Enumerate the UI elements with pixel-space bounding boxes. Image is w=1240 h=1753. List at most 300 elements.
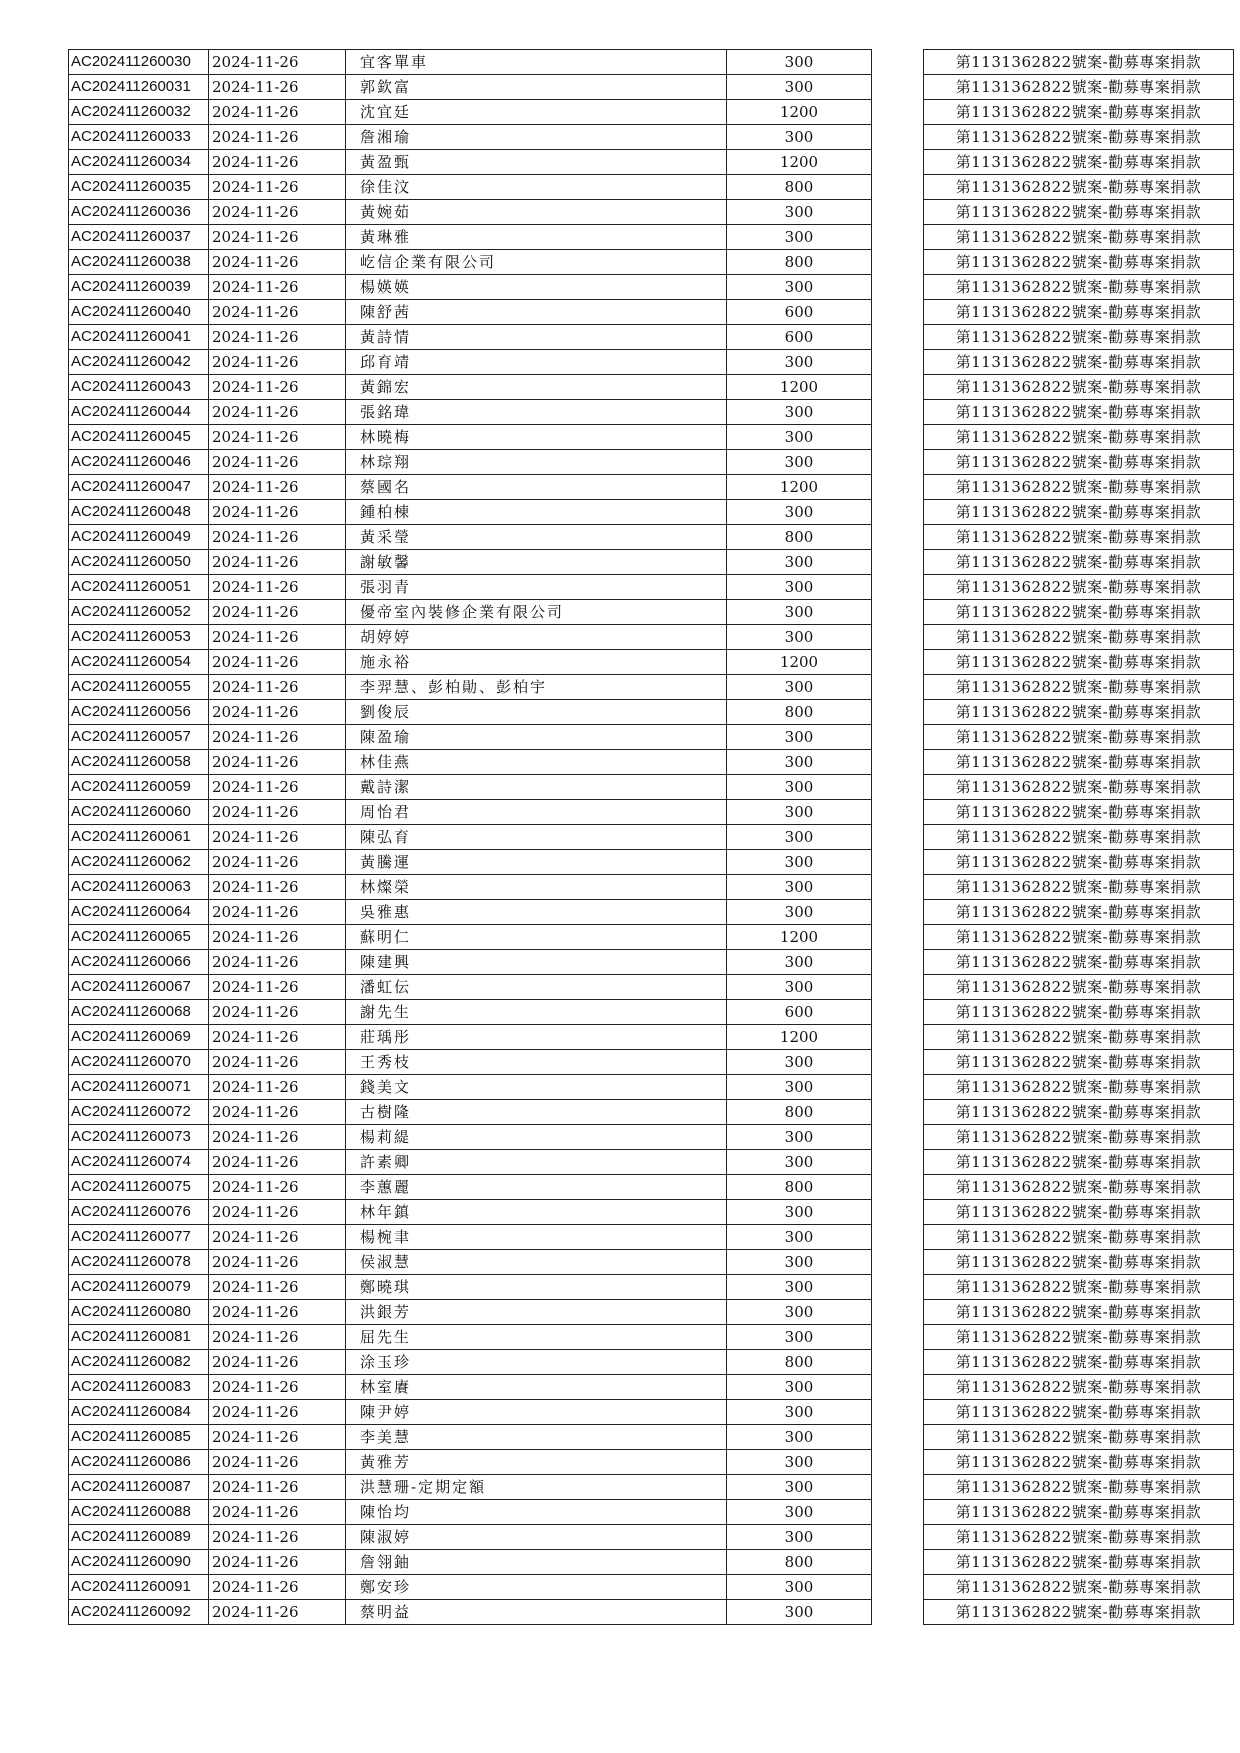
table-row (69, 800, 1234, 825)
date-cell: 2024-11-26 (209, 1250, 346, 1275)
donor-name-cell: 蘇明仁 (346, 925, 727, 950)
date-cell: 2024-11-26 (209, 150, 346, 175)
amount-cell: 300 (727, 400, 872, 425)
date-cell: 2024-11-26 (209, 1325, 346, 1350)
date-cell: 2024-11-26 (209, 225, 346, 250)
date-cell: 2024-11-26 (209, 350, 346, 375)
date-cell: 2024-11-26 (209, 400, 346, 425)
table-row (69, 525, 1234, 550)
spacer-cell (872, 225, 924, 250)
purpose-cell: 第1131362822號案-勸募專案捐款 (924, 50, 1234, 75)
receipt-id-cell: AC202411260037 (69, 225, 209, 250)
amount-cell: 1200 (727, 1025, 872, 1050)
spacer-cell (872, 1450, 924, 1475)
purpose-cell: 第1131362822號案-勸募專案捐款 (924, 250, 1234, 275)
date-cell: 2024-11-26 (209, 625, 346, 650)
donor-name-cell: 陳尹婷 (346, 1400, 727, 1425)
table-row (69, 1025, 1234, 1050)
amount-cell: 300 (727, 1325, 872, 1350)
table-row (69, 1200, 1234, 1225)
amount-cell: 300 (727, 550, 872, 575)
table-row (69, 1275, 1234, 1300)
purpose-cell: 第1131362822號案-勸募專案捐款 (924, 400, 1234, 425)
donor-name-cell: 胡婷婷 (346, 625, 727, 650)
donor-name-cell: 陳建興 (346, 950, 727, 975)
table-row (69, 1150, 1234, 1175)
receipt-id-cell: AC202411260044 (69, 400, 209, 425)
table-row (69, 100, 1234, 125)
date-cell: 2024-11-26 (209, 1075, 346, 1100)
donor-name-cell: 劉俊辰 (346, 700, 727, 725)
receipt-id-cell: AC202411260056 (69, 700, 209, 725)
date-cell: 2024-11-26 (209, 275, 346, 300)
spacer-cell (872, 1375, 924, 1400)
spacer-cell (872, 800, 924, 825)
receipt-id-cell: AC202411260073 (69, 1125, 209, 1150)
receipt-id-cell: AC202411260083 (69, 1375, 209, 1400)
receipt-id-cell: AC202411260066 (69, 950, 209, 975)
donor-name-cell: 林年鎮 (346, 1200, 727, 1225)
date-cell: 2024-11-26 (209, 775, 346, 800)
date-cell: 2024-11-26 (209, 1175, 346, 1200)
date-cell: 2024-11-26 (209, 1150, 346, 1175)
table-row (69, 1600, 1234, 1625)
amount-cell: 300 (727, 1200, 872, 1225)
receipt-id-cell: AC202411260061 (69, 825, 209, 850)
receipt-id-cell: AC202411260033 (69, 125, 209, 150)
donor-name-cell: 張羽青 (346, 575, 727, 600)
date-cell: 2024-11-26 (209, 1200, 346, 1225)
amount-cell: 300 (727, 200, 872, 225)
purpose-cell: 第1131362822號案-勸募專案捐款 (924, 700, 1234, 725)
spacer-cell (872, 1425, 924, 1450)
date-cell: 2024-11-26 (209, 300, 346, 325)
table-row (69, 50, 1234, 75)
amount-cell: 300 (727, 950, 872, 975)
amount-cell: 600 (727, 1000, 872, 1025)
date-cell: 2024-11-26 (209, 1275, 346, 1300)
spacer-cell (872, 950, 924, 975)
table-row (69, 150, 1234, 175)
spacer-cell (872, 200, 924, 225)
purpose-cell: 第1131362822號案-勸募專案捐款 (924, 300, 1234, 325)
amount-cell: 300 (727, 1525, 872, 1550)
amount-cell: 300 (727, 1275, 872, 1300)
table-row (69, 175, 1234, 200)
table-row (69, 1225, 1234, 1250)
table-row (69, 275, 1234, 300)
amount-cell: 300 (727, 1400, 872, 1425)
spacer-cell (872, 1500, 924, 1525)
table-row (69, 1400, 1234, 1425)
receipt-id-cell: AC202411260035 (69, 175, 209, 200)
receipt-id-cell: AC202411260052 (69, 600, 209, 625)
purpose-cell: 第1131362822號案-勸募專案捐款 (924, 500, 1234, 525)
table-row (69, 1175, 1234, 1200)
date-cell: 2024-11-26 (209, 725, 346, 750)
table-row (69, 650, 1234, 675)
amount-cell: 300 (727, 450, 872, 475)
amount-cell: 300 (727, 275, 872, 300)
purpose-cell: 第1131362822號案-勸募專案捐款 (924, 1250, 1234, 1275)
donor-name-cell: 陳弘育 (346, 825, 727, 850)
table-row (69, 450, 1234, 475)
purpose-cell: 第1131362822號案-勸募專案捐款 (924, 900, 1234, 925)
purpose-cell: 第1131362822號案-勸募專案捐款 (924, 1225, 1234, 1250)
table-row (69, 550, 1234, 575)
purpose-cell: 第1131362822號案-勸募專案捐款 (924, 425, 1234, 450)
date-cell: 2024-11-26 (209, 750, 346, 775)
purpose-cell: 第1131362822號案-勸募專案捐款 (924, 1400, 1234, 1425)
table-row (69, 1050, 1234, 1075)
receipt-id-cell: AC202411260051 (69, 575, 209, 600)
spacer-cell (872, 975, 924, 1000)
spacer-cell (872, 725, 924, 750)
receipt-id-cell: AC202411260090 (69, 1550, 209, 1575)
purpose-cell: 第1131362822號案-勸募專案捐款 (924, 1500, 1234, 1525)
date-cell: 2024-11-26 (209, 50, 346, 75)
table-row (69, 250, 1234, 275)
purpose-cell: 第1131362822號案-勸募專案捐款 (924, 1100, 1234, 1125)
purpose-cell: 第1131362822號案-勸募專案捐款 (924, 675, 1234, 700)
spacer-cell (872, 625, 924, 650)
donor-name-cell: 屹信企業有限公司 (346, 250, 727, 275)
donor-name-cell: 邱育靖 (346, 350, 727, 375)
donor-name-cell: 陳淑婷 (346, 1525, 727, 1550)
receipt-id-cell: AC202411260060 (69, 800, 209, 825)
receipt-id-cell: AC202411260053 (69, 625, 209, 650)
spacer-cell (872, 1350, 924, 1375)
date-cell: 2024-11-26 (209, 875, 346, 900)
donor-name-cell: 鍾柏棟 (346, 500, 727, 525)
spacer-cell (872, 775, 924, 800)
table-row (69, 725, 1234, 750)
spacer-cell (872, 600, 924, 625)
table-row (69, 1300, 1234, 1325)
amount-cell: 300 (727, 625, 872, 650)
table-row (69, 350, 1234, 375)
amount-cell: 300 (727, 425, 872, 450)
spacer-cell (872, 1550, 924, 1575)
date-cell: 2024-11-26 (209, 200, 346, 225)
receipt-id-cell: AC202411260063 (69, 875, 209, 900)
amount-cell: 300 (727, 1425, 872, 1450)
donor-name-cell: 許素卿 (346, 1150, 727, 1175)
table-row (69, 75, 1234, 100)
date-cell: 2024-11-26 (209, 375, 346, 400)
date-cell: 2024-11-26 (209, 550, 346, 575)
receipt-id-cell: AC202411260057 (69, 725, 209, 750)
purpose-cell: 第1131362822號案-勸募專案捐款 (924, 625, 1234, 650)
date-cell: 2024-11-26 (209, 700, 346, 725)
purpose-cell: 第1131362822號案-勸募專案捐款 (924, 125, 1234, 150)
donor-name-cell: 詹湘瑜 (346, 125, 727, 150)
receipt-id-cell: AC202411260088 (69, 1500, 209, 1525)
spacer-cell (872, 825, 924, 850)
purpose-cell: 第1131362822號案-勸募專案捐款 (924, 75, 1234, 100)
receipt-id-cell: AC202411260046 (69, 450, 209, 475)
date-cell: 2024-11-26 (209, 600, 346, 625)
purpose-cell: 第1131362822號案-勸募專案捐款 (924, 1300, 1234, 1325)
receipt-id-cell: AC202411260080 (69, 1300, 209, 1325)
receipt-id-cell: AC202411260055 (69, 675, 209, 700)
spacer-cell (872, 675, 924, 700)
purpose-cell: 第1131362822號案-勸募專案捐款 (924, 1575, 1234, 1600)
donor-name-cell: 黃琳雅 (346, 225, 727, 250)
amount-cell: 300 (727, 500, 872, 525)
purpose-cell: 第1131362822號案-勸募專案捐款 (924, 1025, 1234, 1050)
purpose-cell: 第1131362822號案-勸募專案捐款 (924, 1125, 1234, 1150)
amount-cell: 300 (727, 1225, 872, 1250)
date-cell: 2024-11-26 (209, 1225, 346, 1250)
amount-cell: 300 (727, 1075, 872, 1100)
amount-cell: 1200 (727, 650, 872, 675)
purpose-cell: 第1131362822號案-勸募專案捐款 (924, 550, 1234, 575)
date-cell: 2024-11-26 (209, 1425, 346, 1450)
donor-name-cell: 王秀枝 (346, 1050, 727, 1075)
amount-cell: 300 (727, 850, 872, 875)
donor-name-cell: 林燦榮 (346, 875, 727, 900)
donor-name-cell: 黃錦宏 (346, 375, 727, 400)
donor-name-cell: 洪銀芳 (346, 1300, 727, 1325)
donor-name-cell: 林琮翔 (346, 450, 727, 475)
purpose-cell: 第1131362822號案-勸募專案捐款 (924, 1150, 1234, 1175)
donor-name-cell: 蔡國名 (346, 475, 727, 500)
donor-name-cell: 楊椀聿 (346, 1225, 727, 1250)
date-cell: 2024-11-26 (209, 1375, 346, 1400)
purpose-cell: 第1131362822號案-勸募專案捐款 (924, 1425, 1234, 1450)
date-cell: 2024-11-26 (209, 325, 346, 350)
purpose-cell: 第1131362822號案-勸募專案捐款 (924, 525, 1234, 550)
table-row (69, 1075, 1234, 1100)
donor-name-cell: 鄭曉琪 (346, 1275, 727, 1300)
donor-name-cell: 陳舒茜 (346, 300, 727, 325)
spacer-cell (872, 1325, 924, 1350)
table-row (69, 950, 1234, 975)
table-row (69, 900, 1234, 925)
receipt-id-cell: AC202411260030 (69, 50, 209, 75)
date-cell: 2024-11-26 (209, 1025, 346, 1050)
table-row (69, 225, 1234, 250)
donor-name-cell: 李蕙麗 (346, 1175, 727, 1200)
donor-name-cell: 黃婉茹 (346, 200, 727, 225)
amount-cell: 300 (727, 975, 872, 1000)
amount-cell: 300 (727, 725, 872, 750)
donation-table-body (69, 50, 1234, 1625)
table-row (69, 975, 1234, 1000)
purpose-cell: 第1131362822號案-勸募專案捐款 (924, 200, 1234, 225)
donor-name-cell: 潘虹伝 (346, 975, 727, 1000)
receipt-id-cell: AC202411260040 (69, 300, 209, 325)
donor-name-cell: 楊莉緹 (346, 1125, 727, 1150)
spacer-cell (872, 1050, 924, 1075)
purpose-cell: 第1131362822號案-勸募專案捐款 (924, 875, 1234, 900)
receipt-id-cell: AC202411260042 (69, 350, 209, 375)
receipt-id-cell: AC202411260092 (69, 1600, 209, 1625)
table-row (69, 475, 1234, 500)
spacer-cell (872, 850, 924, 875)
date-cell: 2024-11-26 (209, 175, 346, 200)
amount-cell: 300 (727, 1375, 872, 1400)
spacer-cell (872, 475, 924, 500)
date-cell: 2024-11-26 (209, 1000, 346, 1025)
donor-name-cell: 涂玉珍 (346, 1350, 727, 1375)
table-row (69, 1450, 1234, 1475)
spacer-cell (872, 1300, 924, 1325)
purpose-cell: 第1131362822號案-勸募專案捐款 (924, 575, 1234, 600)
receipt-id-cell: AC202411260059 (69, 775, 209, 800)
date-cell: 2024-11-26 (209, 575, 346, 600)
amount-cell: 300 (727, 875, 872, 900)
donor-name-cell: 陳盈瑜 (346, 725, 727, 750)
table-row (69, 325, 1234, 350)
date-cell: 2024-11-26 (209, 1125, 346, 1150)
amount-cell: 800 (727, 1100, 872, 1125)
donor-name-cell: 洪慧珊-定期定額 (346, 1475, 727, 1500)
spacer-cell (872, 1475, 924, 1500)
purpose-cell: 第1131362822號案-勸募專案捐款 (924, 1200, 1234, 1225)
date-cell: 2024-11-26 (209, 1100, 346, 1125)
spacer-cell (872, 375, 924, 400)
receipt-id-cell: AC202411260084 (69, 1400, 209, 1425)
donor-name-cell: 屈先生 (346, 1325, 727, 1350)
date-cell: 2024-11-26 (209, 75, 346, 100)
date-cell: 2024-11-26 (209, 125, 346, 150)
table-row (69, 200, 1234, 225)
donor-name-cell: 謝先生 (346, 1000, 727, 1025)
table-row (69, 1100, 1234, 1125)
date-cell: 2024-11-26 (209, 650, 346, 675)
receipt-id-cell: AC202411260069 (69, 1025, 209, 1050)
date-cell: 2024-11-26 (209, 825, 346, 850)
purpose-cell: 第1131362822號案-勸募專案捐款 (924, 600, 1234, 625)
receipt-id-cell: AC202411260068 (69, 1000, 209, 1025)
donation-table (68, 49, 1234, 1625)
receipt-id-cell: AC202411260072 (69, 1100, 209, 1125)
receipt-id-cell: AC202411260050 (69, 550, 209, 575)
purpose-cell: 第1131362822號案-勸募專案捐款 (924, 1350, 1234, 1375)
receipt-id-cell: AC202411260043 (69, 375, 209, 400)
spacer-cell (872, 1100, 924, 1125)
receipt-id-cell: AC202411260036 (69, 200, 209, 225)
receipt-id-cell: AC202411260081 (69, 1325, 209, 1350)
table-row (69, 1000, 1234, 1025)
spacer-cell (872, 650, 924, 675)
purpose-cell: 第1131362822號案-勸募專案捐款 (924, 1275, 1234, 1300)
donor-name-cell: 黃采瑩 (346, 525, 727, 550)
purpose-cell: 第1131362822號案-勸募專案捐款 (924, 150, 1234, 175)
spacer-cell (872, 325, 924, 350)
donor-name-cell: 黃詩情 (346, 325, 727, 350)
table-row (69, 1125, 1234, 1150)
receipt-id-cell: AC202411260054 (69, 650, 209, 675)
purpose-cell: 第1131362822號案-勸募專案捐款 (924, 225, 1234, 250)
receipt-id-cell: AC202411260074 (69, 1150, 209, 1175)
purpose-cell: 第1131362822號案-勸募專案捐款 (924, 1075, 1234, 1100)
amount-cell: 300 (727, 1150, 872, 1175)
purpose-cell: 第1131362822號案-勸募專案捐款 (924, 1325, 1234, 1350)
table-row (69, 1475, 1234, 1500)
date-cell: 2024-11-26 (209, 250, 346, 275)
purpose-cell: 第1131362822號案-勸募專案捐款 (924, 1550, 1234, 1575)
spacer-cell (872, 1575, 924, 1600)
donor-name-cell: 莊瑀彤 (346, 1025, 727, 1050)
date-cell: 2024-11-26 (209, 675, 346, 700)
spacer-cell (872, 700, 924, 725)
receipt-id-cell: AC202411260070 (69, 1050, 209, 1075)
receipt-id-cell: AC202411260087 (69, 1475, 209, 1500)
donor-name-cell: 鄭安珍 (346, 1575, 727, 1600)
spacer-cell (872, 575, 924, 600)
donor-name-cell: 周怡君 (346, 800, 727, 825)
amount-cell: 300 (727, 50, 872, 75)
purpose-cell: 第1131362822號案-勸募專案捐款 (924, 100, 1234, 125)
receipt-id-cell: AC202411260038 (69, 250, 209, 275)
spacer-cell (872, 450, 924, 475)
purpose-cell: 第1131362822號案-勸募專案捐款 (924, 175, 1234, 200)
receipt-id-cell: AC202411260079 (69, 1275, 209, 1300)
spacer-cell (872, 1525, 924, 1550)
donor-name-cell: 黃雅芳 (346, 1450, 727, 1475)
amount-cell: 1200 (727, 475, 872, 500)
spacer-cell (872, 425, 924, 450)
purpose-cell: 第1131362822號案-勸募專案捐款 (924, 1475, 1234, 1500)
receipt-id-cell: AC202411260071 (69, 1075, 209, 1100)
date-cell: 2024-11-26 (209, 1550, 346, 1575)
amount-cell: 600 (727, 325, 872, 350)
table-row (69, 925, 1234, 950)
table-row (69, 1425, 1234, 1450)
date-cell: 2024-11-26 (209, 1575, 346, 1600)
donor-name-cell: 沈宜廷 (346, 100, 727, 125)
purpose-cell: 第1131362822號案-勸募專案捐款 (924, 1600, 1234, 1625)
amount-cell: 800 (727, 700, 872, 725)
amount-cell: 300 (727, 800, 872, 825)
donor-name-cell: 戴詩潔 (346, 775, 727, 800)
spacer-cell (872, 175, 924, 200)
date-cell: 2024-11-26 (209, 1400, 346, 1425)
receipt-id-cell: AC202411260031 (69, 75, 209, 100)
amount-cell: 800 (727, 175, 872, 200)
table-row (69, 1250, 1234, 1275)
date-cell: 2024-11-26 (209, 950, 346, 975)
donor-name-cell: 李羿慧、彭柏勛、彭柏宇 (346, 675, 727, 700)
donor-name-cell: 林曉梅 (346, 425, 727, 450)
purpose-cell: 第1131362822號案-勸募專案捐款 (924, 325, 1234, 350)
spacer-cell (872, 750, 924, 775)
purpose-cell: 第1131362822號案-勸募專案捐款 (924, 725, 1234, 750)
donor-name-cell: 李美慧 (346, 1425, 727, 1450)
receipt-id-cell: AC202411260048 (69, 500, 209, 525)
amount-cell: 800 (727, 1350, 872, 1375)
purpose-cell: 第1131362822號案-勸募專案捐款 (924, 650, 1234, 675)
receipt-id-cell: AC202411260085 (69, 1425, 209, 1450)
amount-cell: 1200 (727, 375, 872, 400)
table-row (69, 675, 1234, 700)
date-cell: 2024-11-26 (209, 800, 346, 825)
purpose-cell: 第1131362822號案-勸募專案捐款 (924, 850, 1234, 875)
amount-cell: 800 (727, 1175, 872, 1200)
spacer-cell (872, 400, 924, 425)
purpose-cell: 第1131362822號案-勸募專案捐款 (924, 1375, 1234, 1400)
purpose-cell: 第1131362822號案-勸募專案捐款 (924, 1450, 1234, 1475)
purpose-cell: 第1131362822號案-勸募專案捐款 (924, 450, 1234, 475)
purpose-cell: 第1131362822號案-勸募專案捐款 (924, 1175, 1234, 1200)
receipt-id-cell: AC202411260075 (69, 1175, 209, 1200)
spacer-cell (872, 1200, 924, 1225)
table-row (69, 425, 1234, 450)
receipt-id-cell: AC202411260065 (69, 925, 209, 950)
